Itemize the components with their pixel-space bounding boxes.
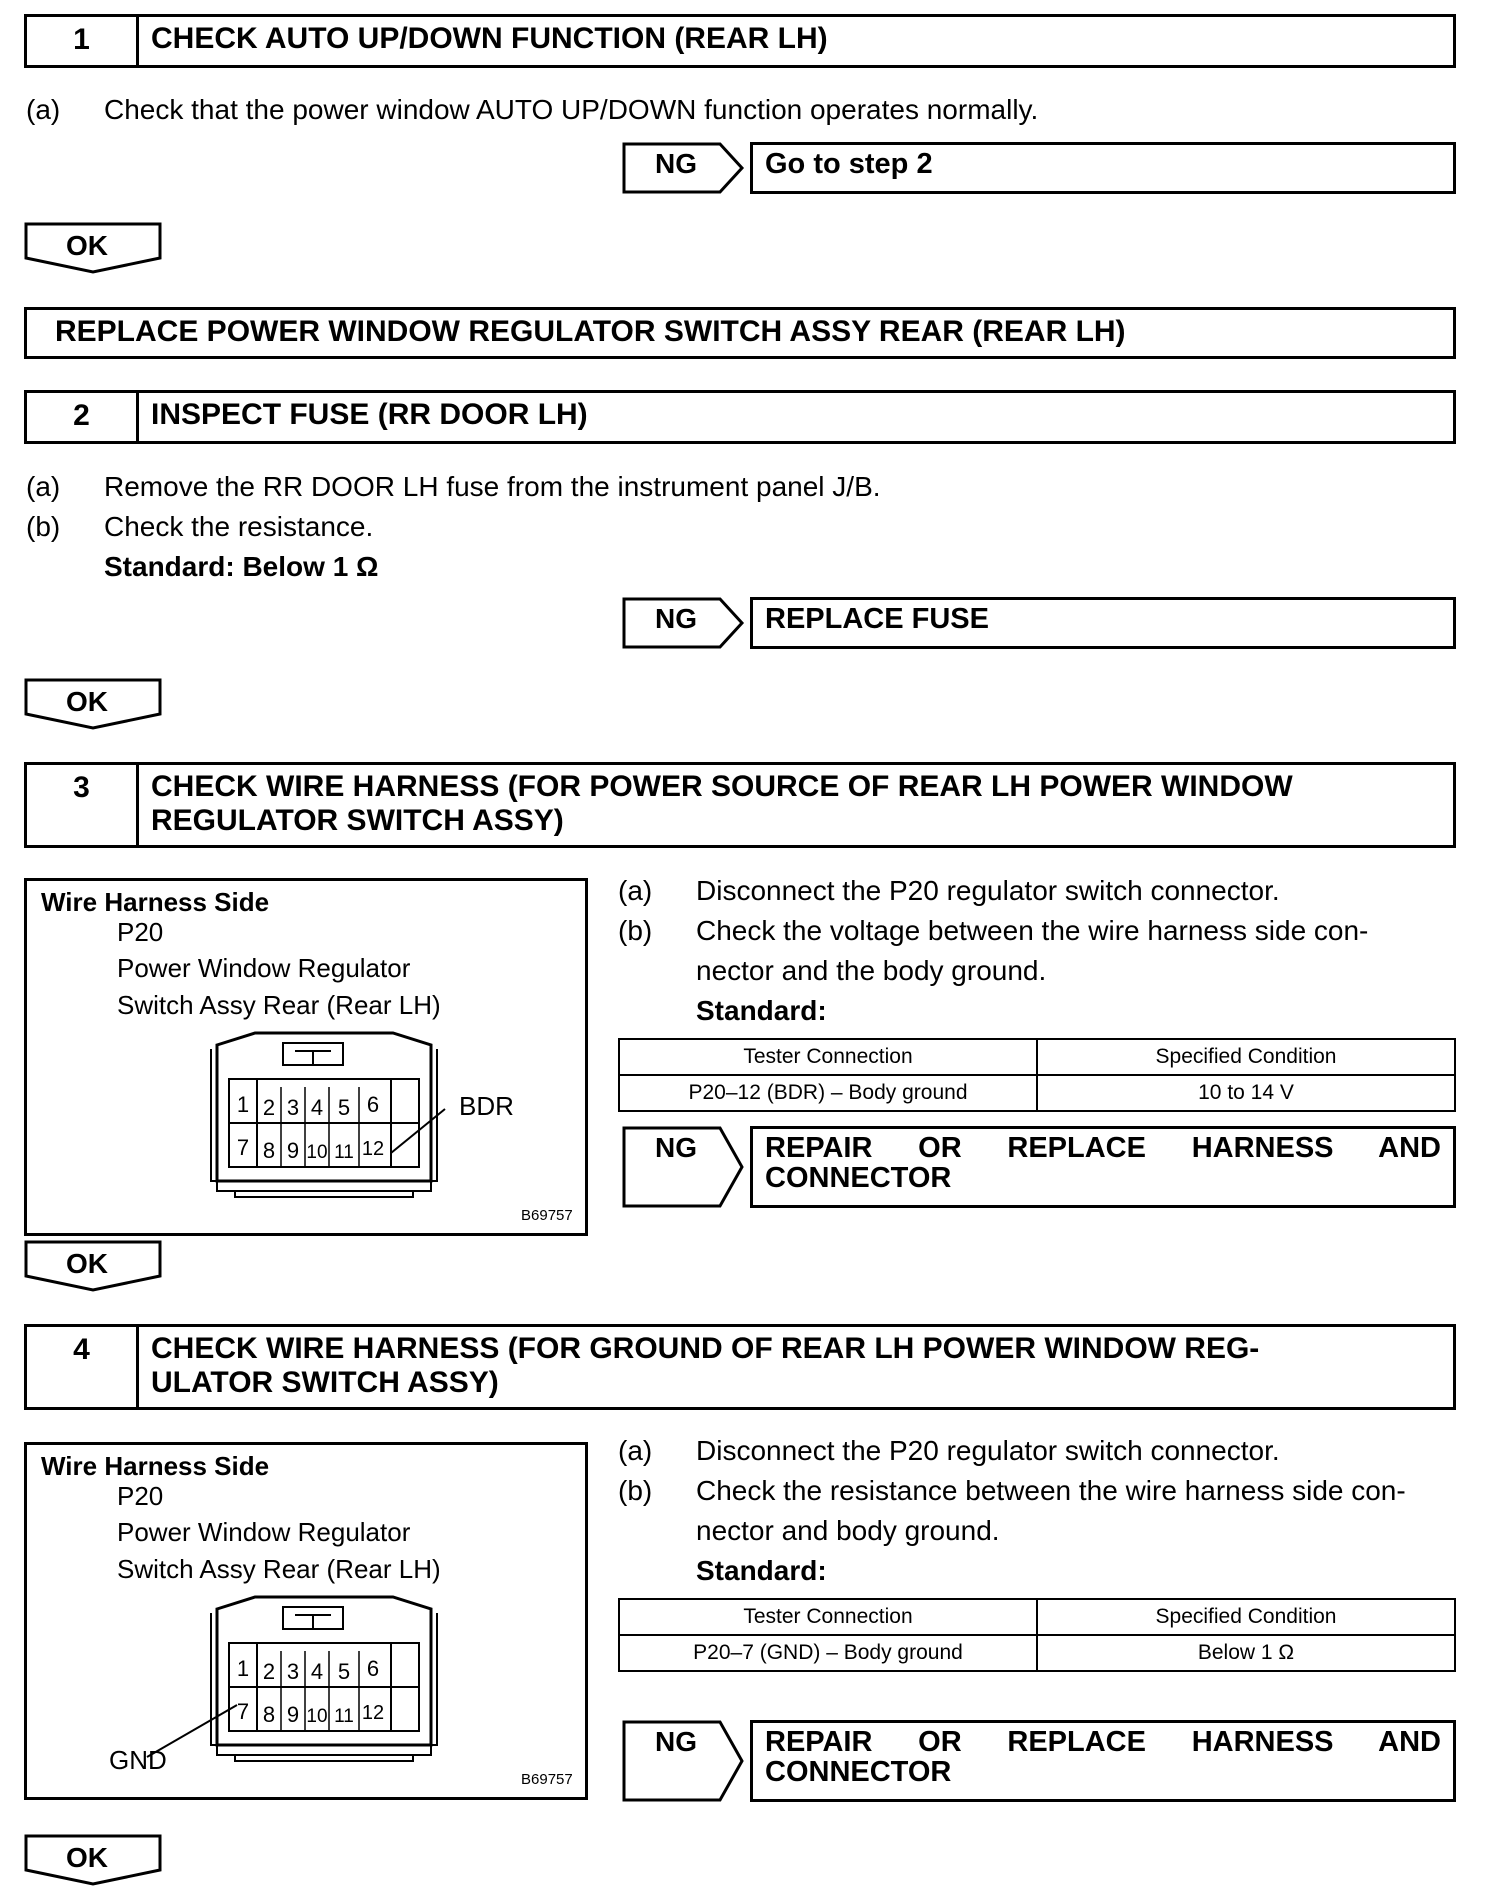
step4-a-text: Disconnect the P20 regulator switch connector. xyxy=(696,1435,1280,1466)
step4-ng-result: REPAIR OR REPLACE HARNESS AND CONNECTOR xyxy=(750,1720,1456,1802)
step3-spec-table xyxy=(618,1038,1456,1112)
step2-ok-label: OK xyxy=(66,686,108,717)
step3-b-marker: (b) xyxy=(618,915,653,946)
step3-fig-connector: P20 xyxy=(117,917,164,947)
step4-pin-1: 1 xyxy=(236,1656,250,1681)
step4-pin-4: 4 xyxy=(310,1659,324,1684)
step4-th-tester: Tester Connection xyxy=(619,1599,1037,1635)
step1-ng-result: Go to step 2 xyxy=(750,142,1456,194)
step3-fig-name1: Power Window Regulator xyxy=(117,953,411,983)
step3-callout-bdr: BDR xyxy=(459,1091,514,1121)
step3-pin-2: 2 xyxy=(262,1095,276,1120)
step3-pin-12: 12 xyxy=(361,1138,385,1160)
step3-pin-8: 8 xyxy=(262,1138,276,1163)
step4-a-marker: (a) xyxy=(618,1435,653,1466)
step3-connector-figure xyxy=(24,878,588,1236)
step3-th-tester: Tester Connection xyxy=(619,1039,1037,1075)
step4-ok-label: OK xyxy=(66,1842,108,1873)
step3-pin-11: 11 xyxy=(334,1142,354,1163)
step1-a-text: Check that the power window AUTO UP/DOWN function operates normally. xyxy=(104,94,1039,125)
step4-fig-code: B69757 xyxy=(521,1771,573,1788)
step4-b-marker: (b) xyxy=(618,1475,653,1506)
step3-a-text: Disconnect the P20 regulator switch connector. xyxy=(696,875,1280,906)
step4-td-tester: P20–7 (GND) – Body ground xyxy=(619,1635,1037,1671)
step3-connector-face xyxy=(195,1031,455,1201)
step3-fig-code: B69757 xyxy=(521,1207,573,1224)
step4-connector-figure xyxy=(24,1442,588,1800)
step3-ng-label: NG xyxy=(655,1132,697,1163)
replace-regulator-box: REPLACE POWER WINDOW REGULATOR SWITCH ASSY REAR (REAR LH) xyxy=(24,307,1456,359)
step3-th-condition: Specified Condition xyxy=(1037,1039,1455,1075)
step4-header xyxy=(24,1324,1456,1410)
step4-pin-9: 9 xyxy=(286,1702,300,1727)
step4-pin-11: 11 xyxy=(334,1706,354,1727)
step4-fig-name2: Switch Assy Rear (Rear LH) xyxy=(117,1554,441,1584)
step2-header xyxy=(24,390,1456,444)
step2-ng-result: REPLACE FUSE xyxy=(750,597,1456,649)
step4-fig-name1: Power Window Regulator xyxy=(117,1517,411,1547)
step3-b-line1: Check the voltage between the wire harness side con- xyxy=(696,915,1369,946)
step3-pin-4: 4 xyxy=(310,1095,324,1120)
step3-title: CHECK WIRE HARNESS (FOR POWER SOURCE OF REAR LH POWER WINDOW REGULATOR SWITCH ASSY) xyxy=(151,770,1293,837)
step3-pin-5: 5 xyxy=(337,1095,351,1120)
step2-number: 2 xyxy=(27,393,139,441)
step4-b-line1: Check the resistance between the wire harness side con- xyxy=(696,1475,1406,1506)
step4-th-condition: Specified Condition xyxy=(1037,1599,1455,1635)
step3-pin-1: 1 xyxy=(236,1092,250,1117)
step4-pin-6: 6 xyxy=(366,1656,380,1681)
step4-td-condition: Below 1 Ω xyxy=(1037,1635,1455,1671)
step2-a-text: Remove the RR DOOR LH fuse from the instrument panel J/B. xyxy=(104,471,881,502)
step3-pin-3: 3 xyxy=(286,1095,300,1120)
step3-b-line2: nector and the body ground. xyxy=(696,955,1047,986)
step4-pin-2: 2 xyxy=(262,1659,276,1684)
step4-pin-10: 10 xyxy=(306,1706,328,1727)
step1-ok-label: OK xyxy=(66,230,108,261)
step3-ok-label: OK xyxy=(66,1248,108,1279)
step3-header xyxy=(24,762,1456,848)
step3-pin-6: 6 xyxy=(366,1092,380,1117)
step2-a-marker: (a) xyxy=(26,471,61,502)
step3-standard: Standard: xyxy=(696,995,827,1026)
step1-a-marker: (a) xyxy=(26,94,61,125)
step4-fig-connector: P20 xyxy=(117,1481,164,1511)
step4-pin-12: 12 xyxy=(361,1702,385,1724)
step4-pin-7: 7 xyxy=(236,1699,250,1724)
step1-ng-label: NG xyxy=(655,148,697,179)
step2-title: INSPECT FUSE (RR DOOR LH) xyxy=(151,398,588,431)
step4-pin-3: 3 xyxy=(286,1659,300,1684)
step3-number: 3 xyxy=(27,765,139,845)
step1-header xyxy=(24,14,1456,68)
step4-standard: Standard: xyxy=(696,1555,827,1586)
step3-fig-heading: Wire Harness Side xyxy=(41,887,270,917)
step1-title: CHECK AUTO UP/DOWN FUNCTION (REAR LH) xyxy=(151,22,828,55)
step2-b-text: Check the resistance. xyxy=(104,511,374,542)
step4-pin-5: 5 xyxy=(337,1659,351,1684)
step3-ng-result: REPAIR OR REPLACE HARNESS AND CONNECTOR xyxy=(750,1126,1456,1208)
step4-fig-heading: Wire Harness Side xyxy=(41,1451,270,1481)
step3-td-tester: P20–12 (BDR) – Body ground xyxy=(619,1075,1037,1111)
step3-fig-name2: Switch Assy Rear (Rear LH) xyxy=(117,990,441,1020)
step2-b-marker: (b) xyxy=(26,511,61,542)
step2-ng-label: NG xyxy=(655,603,697,634)
step3-pin-10: 10 xyxy=(306,1142,328,1163)
step4-number: 4 xyxy=(27,1327,139,1407)
step3-td-condition: 10 to 14 V xyxy=(1037,1075,1455,1111)
step4-b-line2: nector and body ground. xyxy=(696,1515,1000,1546)
step3-a-marker: (a) xyxy=(618,875,653,906)
step4-pin-8: 8 xyxy=(262,1702,276,1727)
step3-pin-7: 7 xyxy=(236,1135,250,1160)
step1-number: 1 xyxy=(27,17,139,65)
step4-ng-label: NG xyxy=(655,1726,697,1757)
step4-title: CHECK WIRE HARNESS (FOR GROUND OF REAR LH POWER WINDOW REG- ULATOR SWITCH ASSY) xyxy=(151,1332,1260,1399)
step3-pin-9: 9 xyxy=(286,1138,300,1163)
step2-standard: Standard: Below 1 Ω xyxy=(104,551,379,582)
step4-callout-gnd: GND xyxy=(109,1745,167,1775)
step4-spec-table xyxy=(618,1598,1456,1672)
